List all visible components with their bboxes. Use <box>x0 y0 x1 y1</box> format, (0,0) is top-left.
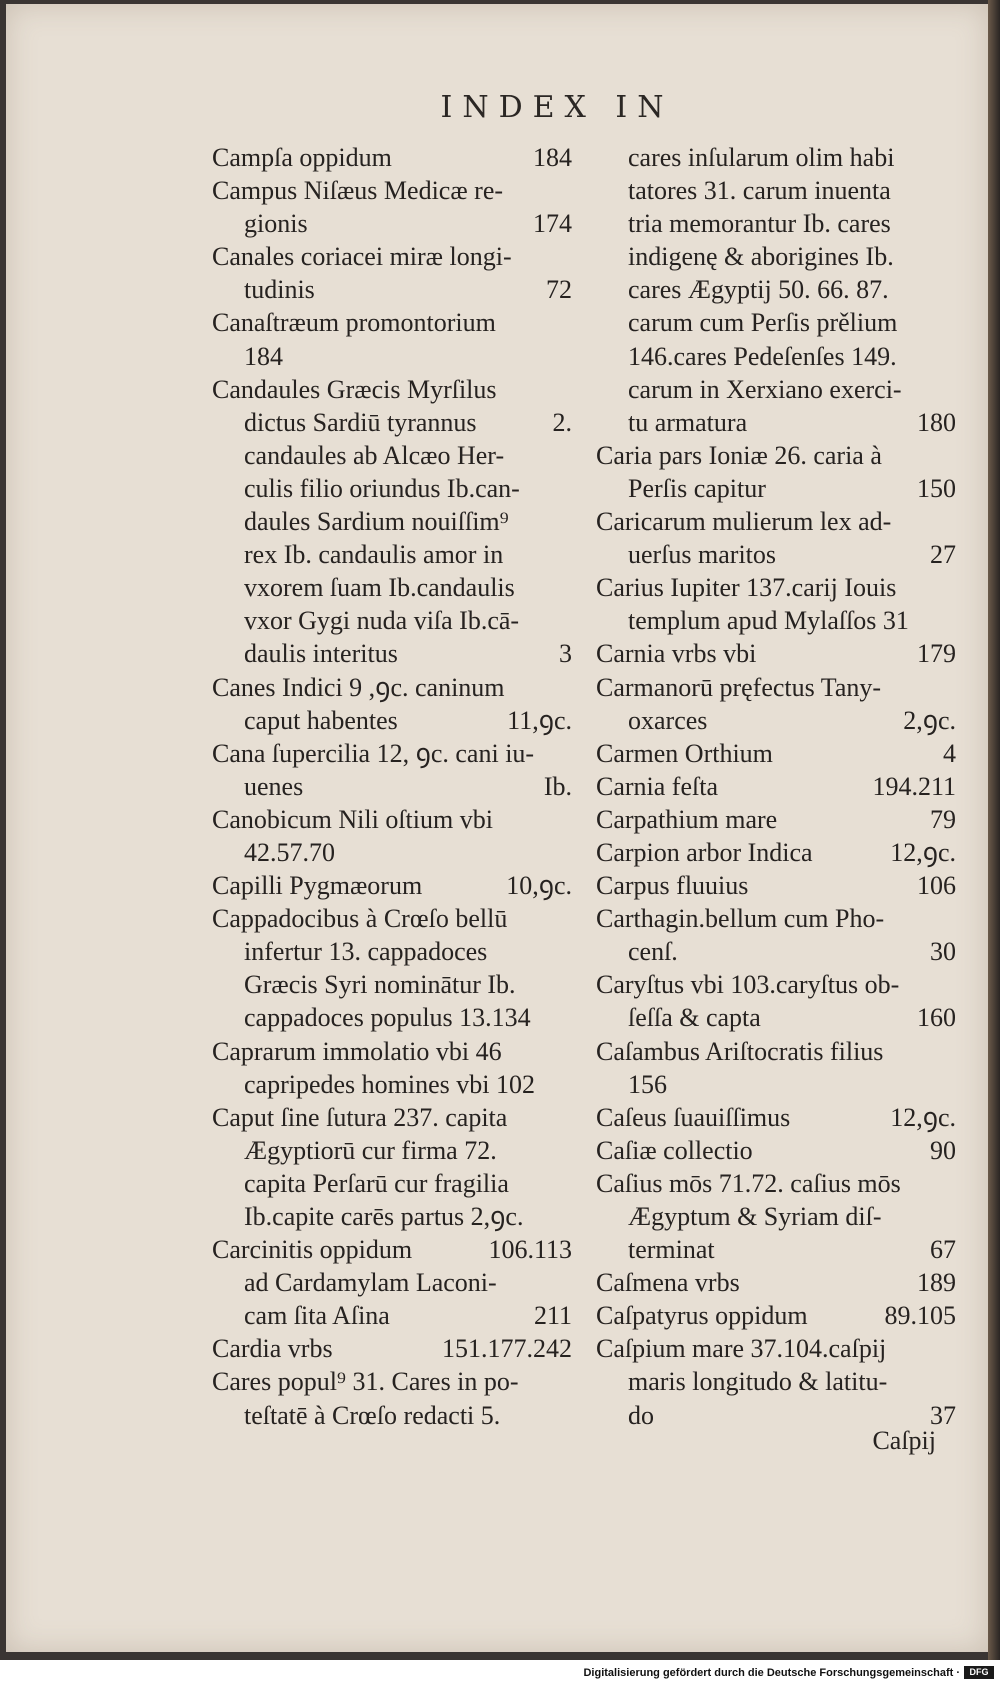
page-reference: 3 <box>559 639 572 669</box>
page-reference <box>948 1035 956 1068</box>
index-entry-line <box>212 1167 572 1200</box>
index-entry-line <box>596 1001 956 1034</box>
entry-text: infertur 13. cappadoces <box>244 937 488 967</box>
entry-text: maris longitudo & latitu- <box>628 1367 888 1397</box>
index-entry-line <box>596 406 956 439</box>
page-reference <box>564 968 572 1001</box>
index-entry-line <box>596 1200 956 1233</box>
index-entry-line <box>212 1332 572 1365</box>
entry-text: Caſpium mare 37.104.caſpij <box>596 1334 887 1364</box>
page-reference <box>948 968 956 1001</box>
index-entry-line <box>212 406 572 439</box>
index-entry-line <box>596 174 956 207</box>
entry-text: culis filio oriundus Ib.can- <box>244 473 520 503</box>
index-entry-line <box>212 306 572 339</box>
page-reference <box>564 1365 572 1398</box>
entry-text: Caprarum immolatio vbi 46 <box>212 1036 502 1066</box>
entry-text: tudinis <box>244 275 315 305</box>
entry-text: caput habentes <box>244 705 398 735</box>
page-reference: 2,ꝯc. <box>903 705 956 735</box>
page-reference <box>564 505 572 538</box>
entry-text: Caria pars Ioniæ 26. caria à <box>596 440 882 470</box>
entry-text: Canaſtræum promontorium <box>212 308 496 338</box>
index-entry-line <box>212 1101 572 1134</box>
entry-text: carum in Xerxiano exerci- <box>628 374 902 404</box>
index-entry-line <box>212 1035 572 1068</box>
index-entry-line <box>596 571 956 604</box>
page-reference <box>564 1035 572 1068</box>
page-reference: 194.211 <box>872 771 956 801</box>
page-reference <box>948 306 956 339</box>
entry-text: cares inſularum olim habi <box>628 143 895 172</box>
book-page <box>6 4 988 1652</box>
index-entry-line <box>596 141 956 174</box>
index-entry-line <box>596 770 956 803</box>
entry-text: Ægyptum & Syriam diſ- <box>628 1202 882 1231</box>
index-entry-line <box>596 1068 956 1101</box>
index-entry-line <box>596 902 956 935</box>
entry-text: capripedes homines vbi 102 <box>244 1069 535 1099</box>
index-entry-line <box>212 340 572 373</box>
index-entry-line <box>212 1299 572 1332</box>
index-entry-line <box>212 174 572 207</box>
page-reference: 89.105 <box>884 1301 956 1331</box>
index-entry-line <box>596 1035 956 1068</box>
entry-text: Ib.capite carēs partus 2,ꝯc. <box>244 1202 524 1231</box>
entry-text: Caſpatyrus oppidum <box>596 1301 808 1331</box>
page-reference <box>948 273 956 306</box>
entry-text: Capilli Pygmæorum <box>212 871 423 901</box>
page-reference: 30 <box>930 937 956 967</box>
page-reference <box>564 1101 572 1134</box>
index-entry-line <box>212 1233 572 1266</box>
page-reference <box>948 141 956 174</box>
index-entry-line <box>596 671 956 704</box>
index-entry-line <box>212 439 572 472</box>
page-reference <box>564 439 572 472</box>
entry-text: Carpion arbor Indica <box>596 837 813 867</box>
index-entry-line <box>212 472 572 505</box>
page-reference <box>948 1332 956 1365</box>
page-reference <box>564 373 572 406</box>
entry-text: Carius Iupiter 137.carij Iouis <box>596 573 897 603</box>
entry-text: Caput ſine ſutura 237. capita <box>212 1102 508 1132</box>
entry-text: do <box>628 1400 654 1430</box>
page-reference: 67 <box>930 1235 956 1265</box>
index-entry-line <box>212 1134 572 1167</box>
index-entry-line <box>212 1365 572 1398</box>
index-entry-line <box>212 571 572 604</box>
page-reference: 37 <box>930 1400 956 1430</box>
entry-text: terminat <box>628 1235 715 1265</box>
entry-text: Ægyptiorū cur firma 72. <box>244 1135 497 1165</box>
entry-text: Caſius mōs 71.72. caſius mōs <box>596 1168 901 1198</box>
page-reference: 12,ꝯc. <box>890 1102 956 1132</box>
page-reference <box>948 671 956 704</box>
index-entry-line <box>212 1001 572 1034</box>
index-entry-line <box>596 340 956 373</box>
index-entry-line <box>596 1233 956 1266</box>
page-reference: 2. <box>552 407 572 437</box>
page-reference <box>564 1167 572 1200</box>
index-entry-line <box>596 604 956 637</box>
page-reference <box>564 306 572 339</box>
page-reference <box>564 472 572 505</box>
page-reference <box>948 207 956 240</box>
page-reference: 10,ꝯc. <box>506 871 572 901</box>
entry-text: Græcis Syri nominātur Ib. <box>244 970 516 1000</box>
index-entry-line <box>596 1332 956 1365</box>
entry-text: Cares popul⁹ 31. Cares in po- <box>212 1367 519 1397</box>
page-reference <box>948 174 956 207</box>
page-reference: Ib. <box>543 771 572 801</box>
page-reference: 27 <box>930 540 956 570</box>
index-entry-line <box>212 273 572 306</box>
index-entry-line <box>212 737 572 770</box>
page-reference <box>948 1200 956 1233</box>
page-reference: 150 <box>917 473 956 503</box>
entry-text: Carthagin.bellum cum Pho- <box>596 904 885 934</box>
page-reference <box>564 604 572 637</box>
index-entry-line <box>212 770 572 803</box>
entry-text: Carpus fluuius <box>596 871 749 901</box>
index-entry-line <box>596 737 956 770</box>
index-entry-line <box>212 240 572 273</box>
page-reference <box>948 571 956 604</box>
page-reference <box>564 240 572 273</box>
index-entry-line <box>596 1266 956 1299</box>
page-reference <box>564 1001 572 1034</box>
page-reference <box>564 1266 572 1299</box>
page-reference: 106 <box>917 871 956 901</box>
index-entry-line <box>596 240 956 273</box>
entry-text: vxor Gygi nuda viſa Ib.cā- <box>244 606 520 636</box>
entry-text: Caricarum mulierum lex ad- <box>596 507 892 537</box>
index-entry-line <box>596 803 956 836</box>
index-entry-line <box>212 935 572 968</box>
page-reference <box>564 538 572 571</box>
entry-text: capita Perſarū cur fragilia <box>244 1168 509 1198</box>
page-reference <box>564 935 572 968</box>
index-entry-line <box>212 373 572 406</box>
entry-text: Caſeus ſuauiſſimus <box>596 1102 791 1132</box>
entry-text: Caſambus Ariſtocratis filius <box>596 1036 884 1066</box>
entry-text: tu armatura <box>628 407 748 437</box>
index-entry-line <box>212 902 572 935</box>
entry-text: cam ſita Aſina <box>244 1301 390 1331</box>
entry-text: cenſ. <box>628 937 678 967</box>
entry-text: cares Ægyptij 50. 66. 87. <box>628 275 889 305</box>
index-entry-line <box>596 1365 956 1398</box>
entry-text: candaules ab Alcæo Her- <box>244 440 505 470</box>
entry-text: Carnia feſta <box>596 771 718 801</box>
index-entry-line <box>212 803 572 836</box>
page-reference <box>564 340 572 373</box>
page-reference: 179 <box>917 639 956 669</box>
entry-text: Carmen Orthium <box>596 738 773 768</box>
entry-text: Caſiæ collectio <box>596 1135 753 1165</box>
entry-text: ad Cardamylam Laconi- <box>244 1268 497 1298</box>
page-reference <box>948 1068 956 1101</box>
entry-text: rex Ib. candaulis amor in <box>244 540 504 570</box>
index-entry-line <box>596 968 956 1001</box>
index-entry-line <box>212 1266 572 1299</box>
index-entry-line <box>596 1299 956 1332</box>
entry-text: Canobicum Nili oſtium vbi <box>212 804 493 834</box>
entry-text: cappadoces populus 13.134 <box>244 1003 531 1033</box>
index-entry-line <box>596 1134 956 1167</box>
entry-text: Canales coriacei miræ longi- <box>212 242 512 272</box>
entry-text: Cappadocibus à Crœſo bellū <box>212 904 508 934</box>
index-entry-line <box>596 704 956 737</box>
entry-text: Perſis capitur <box>628 473 766 503</box>
page-reference <box>948 505 956 538</box>
page-reference: 106.113 <box>488 1235 572 1265</box>
index-entry-line <box>212 1399 572 1432</box>
entry-text: Carpathium mare <box>596 804 778 834</box>
page-reference: 189 <box>917 1268 956 1298</box>
entry-text: templum apud Mylaſſos 31 <box>628 606 909 636</box>
index-entry-line <box>212 1068 572 1101</box>
entry-text: 42.57.70 <box>244 837 335 867</box>
page-reference <box>564 1134 572 1167</box>
index-entry-line <box>212 968 572 1001</box>
index-entry-line <box>596 836 956 869</box>
index-entry-line <box>212 1200 572 1233</box>
entry-text: Carcinitis oppidum <box>212 1235 413 1265</box>
page-reference <box>564 571 572 604</box>
page-reference <box>564 737 572 770</box>
page-reference <box>564 1068 572 1101</box>
page-reference <box>948 340 956 373</box>
index-entry-line <box>596 538 956 571</box>
entry-text: carum cum Perſis prělium <box>628 308 898 338</box>
index-entry-line <box>212 538 572 571</box>
entry-text: vxorem ſuam Ib.candaulis <box>244 573 515 603</box>
page-reference <box>948 1167 956 1200</box>
entry-text: 156 <box>628 1069 667 1099</box>
entry-text: Campſa oppidum <box>212 143 392 172</box>
page-reference: 151.177.242 <box>442 1334 572 1364</box>
page-reference: 90 <box>930 1135 956 1165</box>
page-reference: 72 <box>546 275 572 305</box>
page-reference <box>564 836 572 869</box>
page-reference <box>564 671 572 704</box>
page-reference: 4 <box>943 738 956 768</box>
page-reference <box>948 439 956 472</box>
entry-text: uerſus maritos <box>628 540 777 570</box>
index-entry-line <box>596 439 956 472</box>
entry-text: 146.cares Pedeſenſes 149. <box>628 341 897 371</box>
entry-text: tatores 31. carum inuenta <box>628 176 891 206</box>
page-reference: 184 <box>533 143 572 172</box>
entry-text: indigenę & aborigines Ib. <box>628 242 894 272</box>
index-entry-line <box>596 1167 956 1200</box>
index-entry-line <box>212 704 572 737</box>
index-entry-line <box>212 869 572 902</box>
index-entry-line <box>596 373 956 406</box>
index-entry-line <box>596 1101 956 1134</box>
index-entry-line <box>596 935 956 968</box>
entry-text: ſeſſa & capta <box>628 1003 761 1033</box>
index-entry-line <box>596 505 956 538</box>
page-reference <box>564 1200 572 1233</box>
index-entry-line <box>212 505 572 538</box>
entry-text: daules Sardium nouiſſim⁹ <box>244 507 509 537</box>
entry-text: Caſmena vrbs <box>596 1268 740 1298</box>
entry-text: Campus Niſæus Medicæ re- <box>212 176 504 206</box>
page-reference: 79 <box>930 804 956 834</box>
entry-text: Cardia vrbs <box>212 1334 333 1364</box>
page-reference <box>948 604 956 637</box>
entry-text: Candaules Græcis Myrſilus <box>212 374 497 404</box>
page-reference <box>948 902 956 935</box>
entry-text: tria memorantur Ib. cares <box>628 209 891 239</box>
index-entry-line <box>212 671 572 704</box>
entry-text: dictus Sardiū tyrannus <box>244 407 477 437</box>
page-reference: 180 <box>917 407 956 437</box>
entry-text: Caryſtus vbi 103.caryſtus ob- <box>596 970 900 1000</box>
index-entry-line <box>596 273 956 306</box>
entry-text: Cana ſupercilia 12, ꝯc. cani iu- <box>212 738 535 768</box>
catchword: Caſpij <box>872 1426 936 1455</box>
index-column-right <box>596 141 956 1432</box>
page-reference: 174 <box>533 209 572 239</box>
page-reference: 211 <box>533 1301 572 1331</box>
index-entry-line <box>596 869 956 902</box>
page-reference <box>948 1365 956 1398</box>
index-entry-line <box>596 472 956 505</box>
digitization-credit: Digitalisierung gefördert durch die Deutsche Forschungsgemeinschaft · <box>583 1667 960 1679</box>
page-reference: 160 <box>917 1003 956 1033</box>
index-entry-line <box>596 306 956 339</box>
entry-text: Canes Indici 9 ,ꝯc. caninum <box>212 672 505 702</box>
index-entry-line <box>596 637 956 670</box>
index-entry-line <box>212 637 572 670</box>
page-reference <box>564 902 572 935</box>
page-reference <box>564 1399 572 1432</box>
entry-text: 184 <box>244 341 283 371</box>
entry-text: oxarces <box>628 705 708 735</box>
entry-text: gionis <box>244 209 308 239</box>
index-entry-line <box>596 207 956 240</box>
page-reference: 12,ꝯc. <box>890 837 956 867</box>
index-entry-line <box>212 836 572 869</box>
index-entry-line <box>212 141 572 174</box>
page-reference <box>564 174 572 207</box>
page-reference: 11,ꝯc. <box>507 705 572 735</box>
index-entry-line <box>212 604 572 637</box>
page-reference <box>564 803 572 836</box>
page-reference <box>948 373 956 406</box>
running-head: INDEX IN <box>440 90 674 125</box>
dfg-logo: DFG <box>964 1666 994 1679</box>
entry-text: teſtatē à Crœſo redacti 5. <box>244 1400 501 1430</box>
entry-text: daulis interitus <box>244 639 398 669</box>
entry-text: uenes <box>244 771 304 801</box>
page-edge <box>988 0 1000 1660</box>
page-reference <box>948 240 956 273</box>
entry-text: Carmanorū pręfectus Tany- <box>596 672 882 702</box>
index-column-left <box>212 141 572 1432</box>
entry-text: Carnia vrbs vbi <box>596 639 757 669</box>
index-entry-line <box>212 207 572 240</box>
